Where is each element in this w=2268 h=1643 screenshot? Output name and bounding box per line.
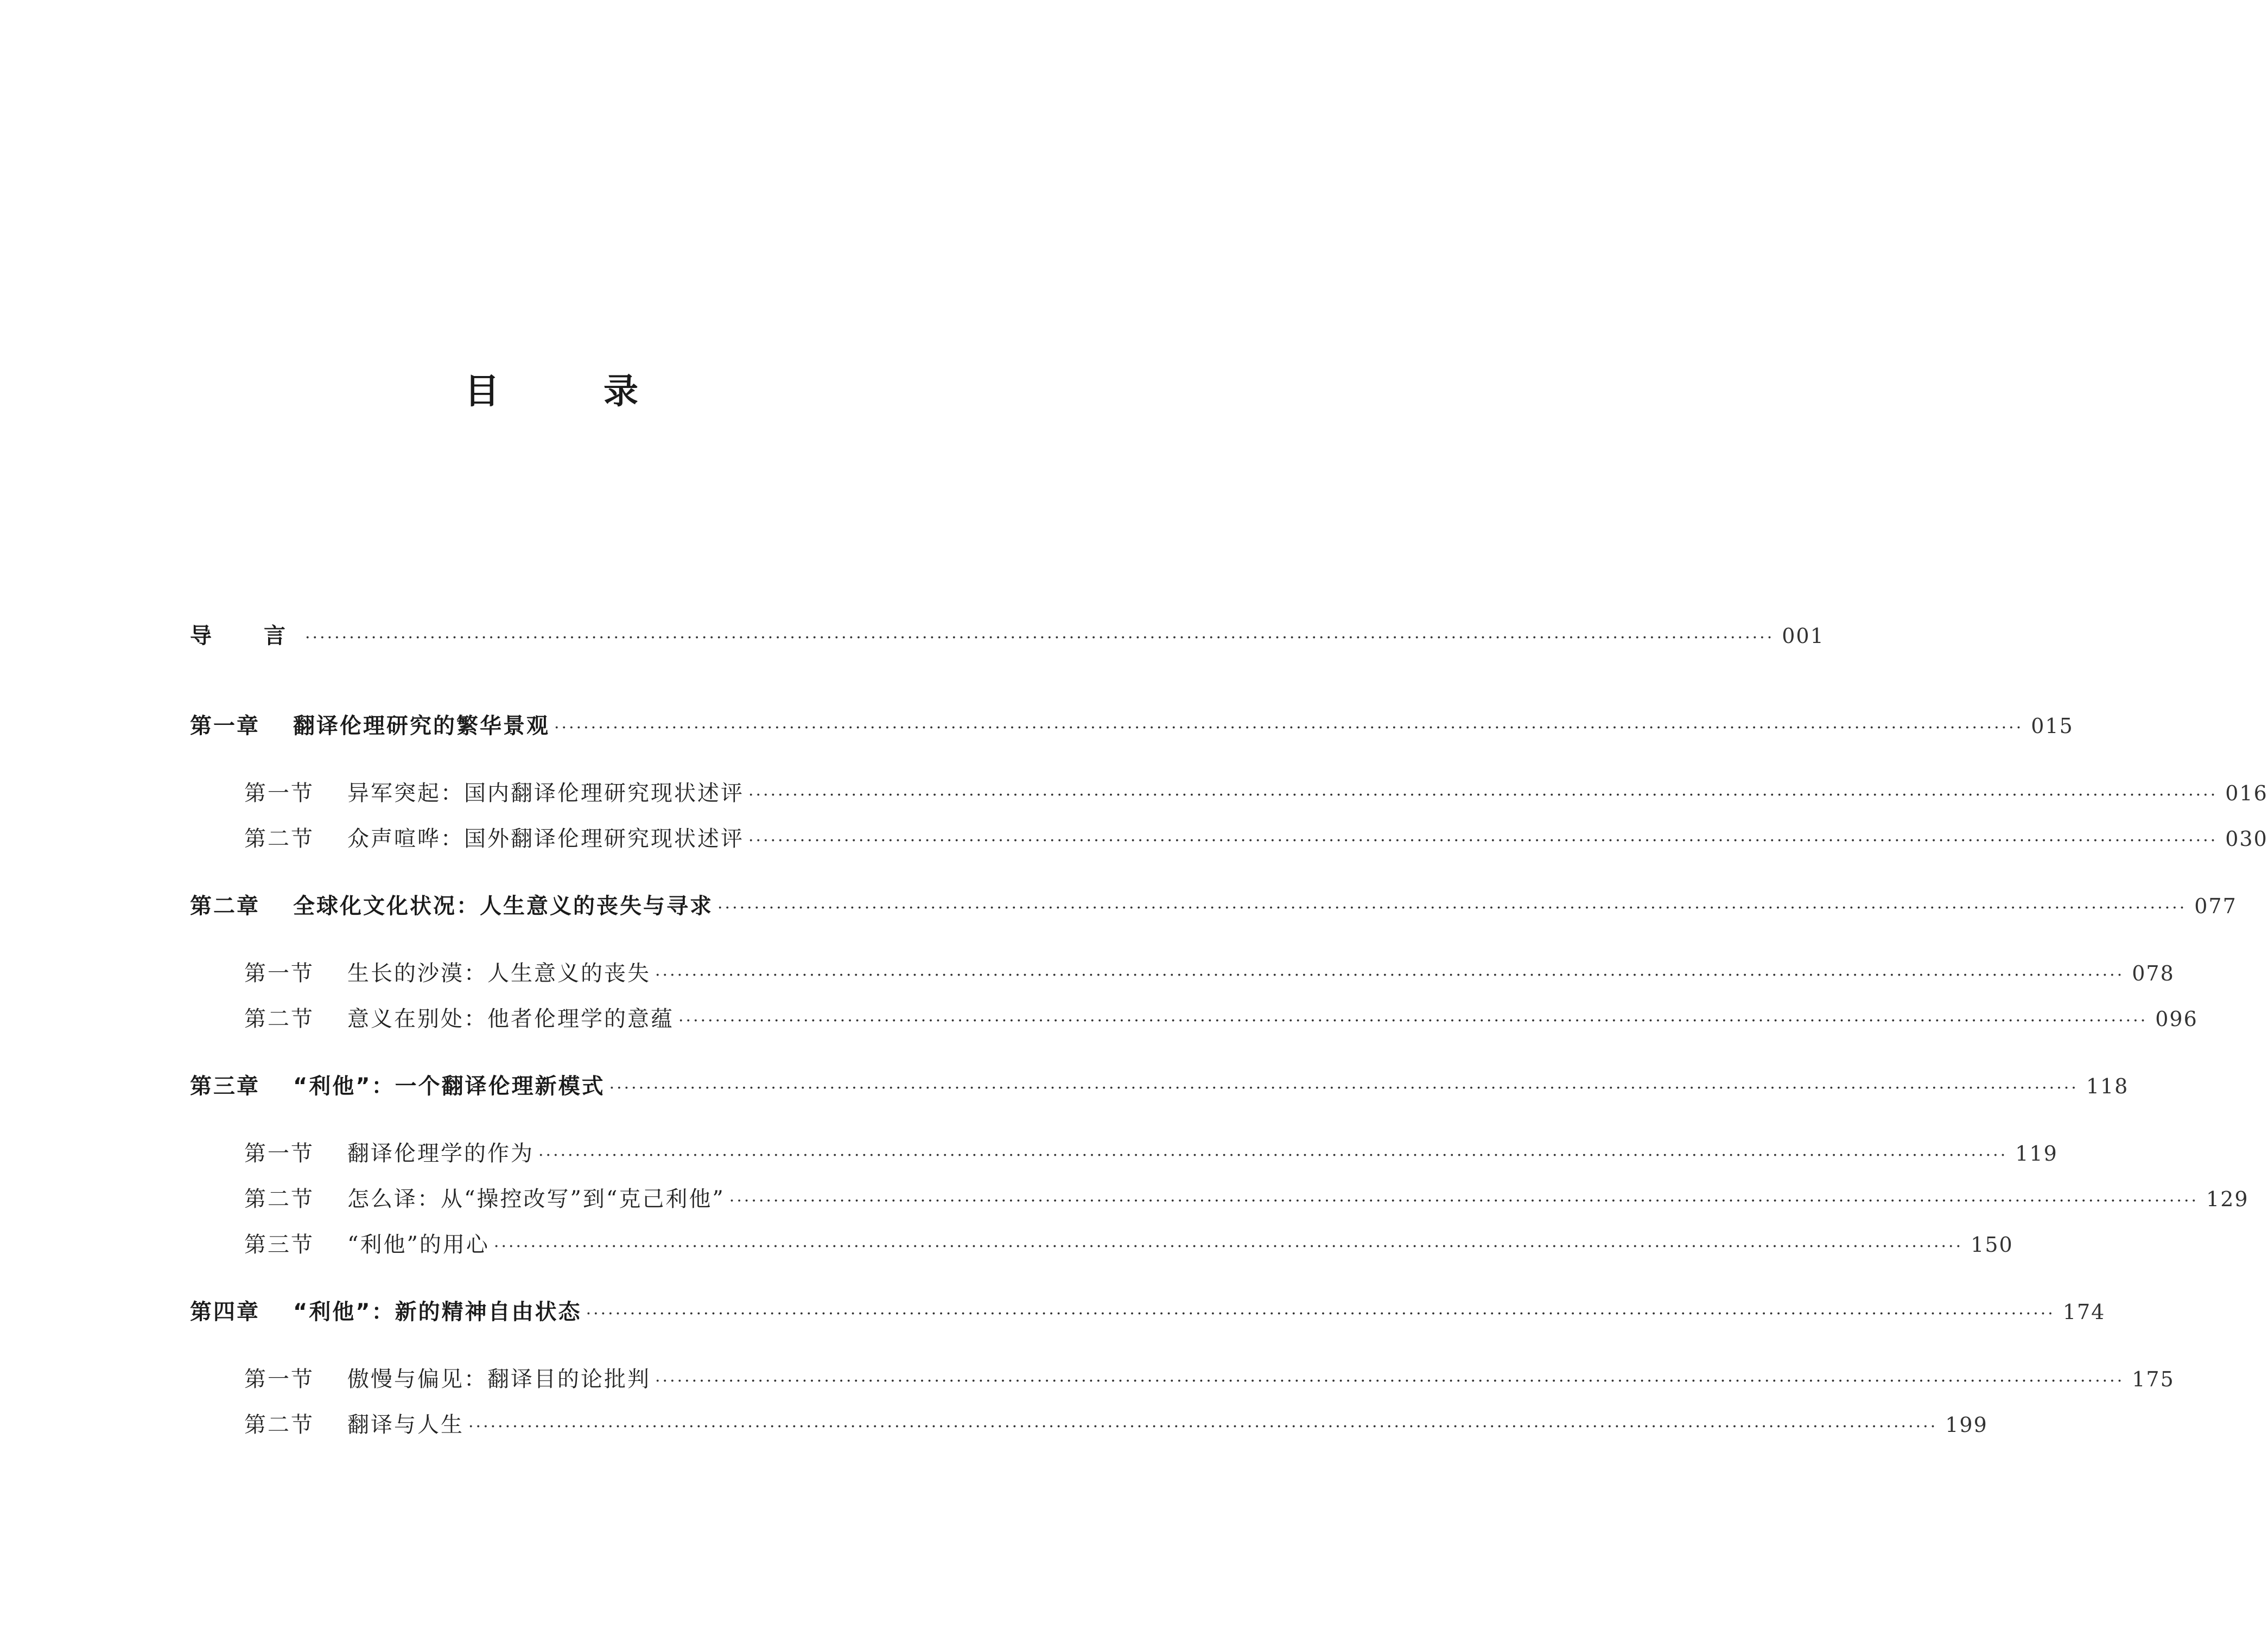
entry-label: 第一节 [244,1141,314,1166]
entry-label: 第一节 [244,781,314,806]
entry-label: 第一节 [244,961,314,986]
entry-title: 傲慢与偏见：翻译目的论批判 [347,1367,651,1392]
dot-leader: ········································································································································································································ [748,786,2218,805]
entry-label: 第二节 [244,1187,314,1212]
entry-title: 众声喧哗：国外翻译伦理研究现状述评 [347,826,744,851]
entry-title: 异军突起：国内翻译伦理研究现状述评 [347,781,744,806]
entry-title: 生长的沙漠：人生意义的丧失 [347,961,651,986]
toc-entry-chapter-4[interactable] [190,1295,2106,1327]
toc-title: 目 录 [465,372,673,412]
entry-title: “利他”的用心 [347,1232,490,1257]
entry-label: 导 言 [190,623,301,648]
entry-page-number: 078 [2132,961,2175,985]
entry-label: 第一节 [244,1367,314,1392]
toc-entry-intro[interactable] [190,619,1825,651]
entry-title: 全球化文化状况：人生意义的丧失与寻求 [293,894,713,919]
dot-leader: ········································································································································································································ [655,966,2125,985]
dot-leader: ········································································································································································································ [305,628,1775,647]
entry-label: 第一章 [190,714,260,738]
entry-title: 翻译伦理研究的繁华景观 [293,714,550,738]
toc-entry-section[interactable] [244,822,2268,854]
toc-entry-chapter-3[interactable] [190,1069,2129,1101]
toc-entry-section[interactable] [244,776,2268,808]
entry-page-number: 016 [2225,781,2268,805]
entry-label: 第四章 [190,1300,260,1324]
toc-entry-section[interactable] [244,956,2175,989]
dot-leader: ········································································································································································································ [493,1237,1964,1256]
toc-entry-section[interactable] [244,1408,1988,1440]
dot-leader: ········································································································································································································ [678,1011,2148,1030]
dot-leader: ········································································································································································································ [748,831,2218,850]
entry-title: 怎么译：从“操控改写”到“克己利他” [347,1187,725,1212]
dot-leader: ········································································································································································································ [717,899,2187,918]
entry-label: 第二节 [244,826,314,851]
entry-label: 第二节 [244,1412,314,1437]
entry-page-number: 175 [2132,1367,2175,1391]
dot-leader: ········································································································································································································ [538,1146,2008,1165]
entry-page-number: 129 [2206,1187,2249,1211]
toc-entry-section[interactable] [244,1182,2249,1214]
toc-entry-section[interactable] [244,1136,2058,1169]
entry-page-number: 030 [2225,827,2268,851]
entry-label: 第三章 [190,1074,260,1099]
entry-title: “利他”：一个翻译伦理新模式 [293,1074,605,1099]
dot-leader: ········································································································································································································ [729,1192,2199,1211]
entry-title: 翻译与人生 [347,1412,464,1437]
dot-leader: ········································································································································································································ [609,1079,2079,1098]
entry-label: 第三节 [244,1232,314,1257]
entry-title: “利他”：新的精神自由状态 [293,1300,582,1324]
toc-entry-chapter-1[interactable] [190,709,2074,741]
entry-page-number: 199 [1945,1413,1988,1437]
entry-page-number: 119 [2015,1142,2058,1166]
entry-page-number: 150 [1971,1233,2013,1257]
entry-page-number: 118 [2086,1074,2129,1098]
dot-leader: ········································································································································································································ [655,1372,2125,1391]
entry-page-number: 077 [2194,894,2237,918]
toc-entry-section[interactable] [244,1362,2175,1394]
entry-title: 翻译伦理学的作为 [347,1141,534,1166]
entry-label: 第二节 [244,1007,314,1031]
toc-entry-chapter-2[interactable] [190,889,2237,921]
entry-label: 第二章 [190,894,260,919]
entry-page-number: 096 [2155,1007,2198,1031]
entry-page-number: 001 [1782,624,1825,648]
dot-leader: ········································································································································································································ [468,1417,1938,1436]
toc-entry-section[interactable] [244,1227,2013,1260]
dot-leader: ········································································································································································································ [554,718,2024,737]
entry-title: 意义在别处：他者伦理学的意蕴 [347,1007,674,1031]
toc-entry-section[interactable] [244,1002,2198,1034]
entry-page-number: 015 [2031,714,2074,738]
entry-page-number: 174 [2062,1300,2106,1324]
dot-leader: ········································································································································································································ [586,1304,2055,1323]
